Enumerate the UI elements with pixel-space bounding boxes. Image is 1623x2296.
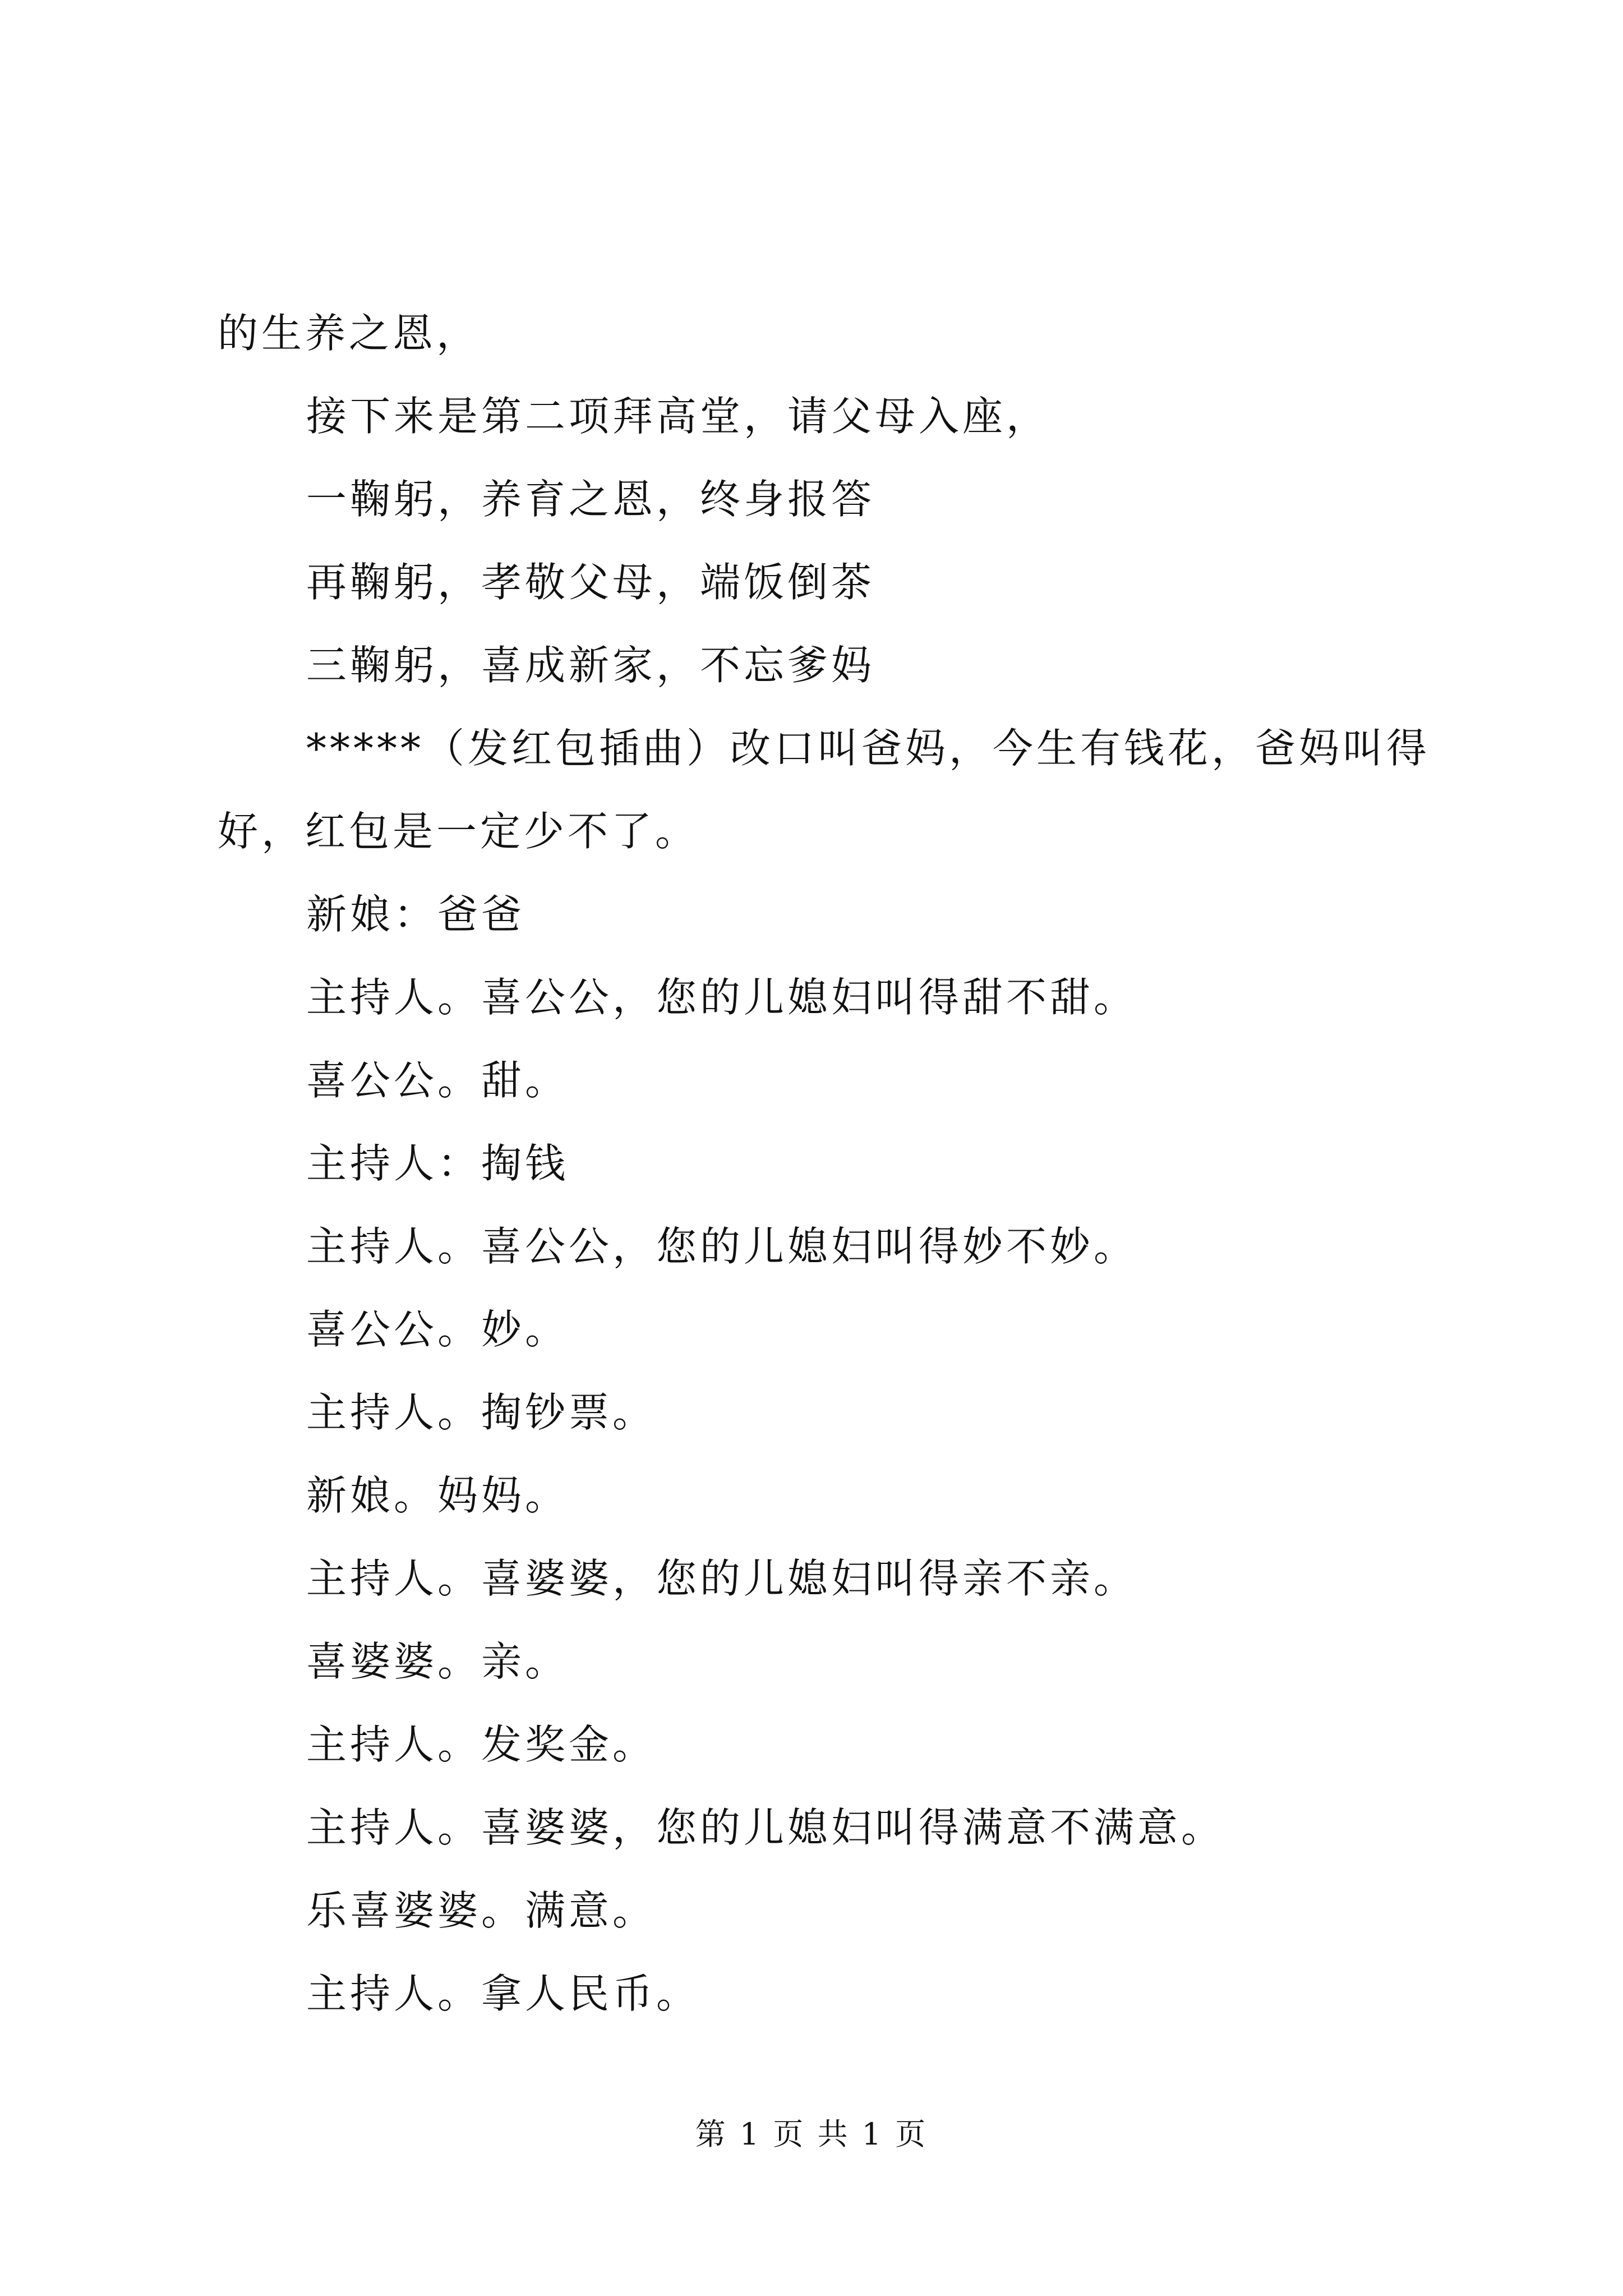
paragraph-18: 主持人。喜婆婆，您的儿媳妇叫得满意不满意。 — [306, 1804, 1225, 1851]
paragraph-11: 主持人。喜公公，您的儿媳妇叫得妙不妙。 — [306, 1223, 1138, 1270]
paragraph-13: 主持人。掏钞票。 — [306, 1389, 657, 1436]
paragraph-3: 一鞠躬，养育之恩，终身报答 — [306, 476, 875, 523]
paragraph-15: 主持人。喜婆婆，您的儿媳妇叫得亲不亲。 — [306, 1555, 1138, 1602]
paragraph-2: 接下来是第二项拜高堂，请父母入座， — [306, 393, 1050, 440]
paragraph-6: *****（发红包插曲）改口叫爸妈，今生有钱花，爸妈叫得好，红包是一定少不了。 — [218, 725, 1431, 855]
paragraph-20: 主持人。拿人民币。 — [306, 1970, 700, 2017]
paragraph-17: 主持人。发奖金。 — [306, 1721, 657, 1768]
paragraph-12: 喜公公。妙。 — [306, 1306, 569, 1353]
document-body — [218, 292, 1440, 2035]
paragraph-1: 的生养之恩， — [218, 310, 481, 357]
paragraph-19: 乐喜婆婆。满意。 — [306, 1887, 657, 1934]
paragraph-8: 主持人。喜公公，您的儿媳妇叫得甜不甜。 — [306, 974, 1138, 1021]
paragraph-10: 主持人：掏钱 — [306, 1140, 569, 1187]
paragraph-7: 新娘：爸爸 — [306, 891, 525, 938]
page-footer: 第 1 页 共 1 页 — [695, 2116, 928, 2152]
paragraph-4: 再鞠躬，孝敬父母，端饭倒茶 — [306, 559, 875, 606]
paragraph-5: 三鞠躬，喜成新家，不忘爹妈 — [306, 642, 875, 689]
paragraph-16: 喜婆婆。亲。 — [306, 1638, 569, 1685]
paragraph-14: 新娘。妈妈。 — [306, 1472, 569, 1519]
paragraph-9: 喜公公。甜。 — [306, 1057, 569, 1104]
